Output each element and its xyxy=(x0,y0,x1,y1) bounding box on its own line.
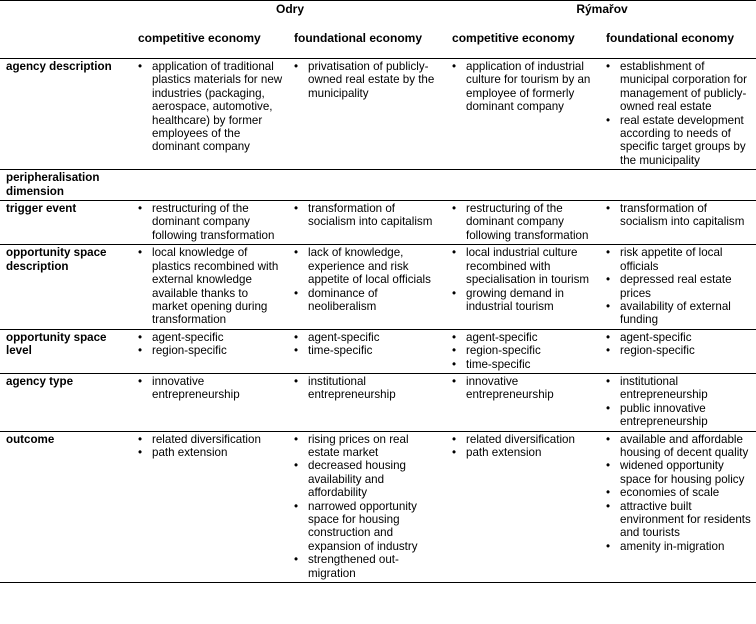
table-cell xyxy=(600,170,756,201)
row-label: opportunity space description xyxy=(0,245,132,329)
table-cell xyxy=(132,431,288,582)
bullet-list xyxy=(138,60,284,154)
table-cell xyxy=(600,431,756,582)
bullet-list xyxy=(606,375,752,429)
bullet-list xyxy=(452,60,596,114)
bullet-list xyxy=(452,433,596,460)
bullet-list xyxy=(294,375,442,402)
bullet-item: • innovative entrepreneurship xyxy=(152,375,284,402)
bullet-item: • transformation of socialism into capitalism xyxy=(308,202,442,229)
bullet-item: • related diversification xyxy=(152,433,284,446)
bullet-item: • path extension xyxy=(466,446,596,459)
table-cell xyxy=(446,59,600,170)
bullet-list xyxy=(452,375,596,402)
bullet-item: • local knowledge of plastics recombined with external knowledge available thanks to market opening during transformation xyxy=(152,246,284,326)
bullet-list xyxy=(606,202,752,229)
bullet-item: • risk appetite of local officials xyxy=(620,246,752,273)
bullet-item: • application of industrial culture for tourism by an employee of formerly dominant company xyxy=(466,60,596,114)
bullet-item: • amenity in-migration xyxy=(620,540,752,553)
bullet-item: • economies of scale xyxy=(620,486,752,499)
table-cell xyxy=(600,245,756,329)
bullet-list xyxy=(138,433,284,460)
table-cell xyxy=(446,201,600,245)
table-cell xyxy=(288,201,446,245)
bullet-item: • restructuring of the dominant company following transformation xyxy=(466,202,596,242)
table-cell xyxy=(288,170,446,201)
bullet-item: • lack of knowledge, experience and risk appetite of local officials xyxy=(308,246,442,286)
table-row xyxy=(0,431,756,582)
table-cell xyxy=(132,329,288,373)
bullet-list xyxy=(606,433,752,554)
bullet-item: • restructuring of the dominant company following transformation xyxy=(152,202,284,242)
bullet-item: • establishment of municipal corporation for management of publicly-owned real estate xyxy=(620,60,752,114)
bullet-list xyxy=(138,331,284,358)
bullet-item: • narrowed opportunity space for housing construction and expansion of industry xyxy=(308,500,442,554)
bullet-item: • transformation of socialism into capitalism xyxy=(620,202,752,229)
subheader-blank xyxy=(0,23,132,59)
table-row xyxy=(0,329,756,373)
bullet-list xyxy=(452,331,596,371)
bullet-item: • time-specific xyxy=(466,358,596,371)
row-label: trigger event xyxy=(0,201,132,245)
region-header-rymarov: Rýmařov xyxy=(446,1,756,24)
table-cell xyxy=(132,59,288,170)
bullet-list xyxy=(294,246,442,313)
bullet-list xyxy=(294,433,442,580)
bullet-item: • rising prices on real estate market xyxy=(308,433,442,460)
bullet-list xyxy=(138,375,284,402)
bullet-item: • agent-specific xyxy=(466,331,596,344)
table-cell xyxy=(132,373,288,431)
table-cell xyxy=(288,431,446,582)
table-cell xyxy=(600,201,756,245)
table-cell xyxy=(132,245,288,329)
bullet-item: • region-specific xyxy=(620,344,752,357)
table-row xyxy=(0,170,756,201)
bullet-item: • privatisation of publicly-owned real estate by the municipality xyxy=(308,60,442,100)
table-cell xyxy=(600,59,756,170)
bullet-item: • decreased housing availability and affordability xyxy=(308,459,442,499)
bullet-list xyxy=(606,246,752,326)
bullet-item: • path extension xyxy=(152,446,284,459)
row-label: outcome xyxy=(0,431,132,582)
bullet-list xyxy=(294,202,442,229)
bullet-list xyxy=(294,331,442,358)
table-cell xyxy=(446,170,600,201)
bullet-list xyxy=(606,331,752,358)
region-header-odry: Odry xyxy=(132,1,446,24)
bullet-item: • availability of external funding xyxy=(620,300,752,327)
bullet-item: • agent-specific xyxy=(620,331,752,344)
table-cell xyxy=(446,245,600,329)
table-cell xyxy=(288,245,446,329)
table-cell xyxy=(288,329,446,373)
table-cell xyxy=(446,329,600,373)
header-blank xyxy=(0,1,132,24)
bullet-item: • attractive built environment for residents and tourists xyxy=(620,500,752,540)
table-cell xyxy=(288,373,446,431)
bullet-item: • region-specific xyxy=(152,344,284,357)
table-row xyxy=(0,373,756,431)
bullet-list xyxy=(606,60,752,167)
table-cell xyxy=(132,201,288,245)
bullet-list xyxy=(138,246,284,326)
bullet-item: • agent-specific xyxy=(308,331,442,344)
bullet-list xyxy=(294,60,442,100)
table-cell xyxy=(600,373,756,431)
row-label: peripheralisation dimension xyxy=(0,170,132,201)
row-label: agency type xyxy=(0,373,132,431)
bullet-item: • time-specific xyxy=(308,344,442,357)
bullet-item: • growing demand in industrial tourism xyxy=(466,287,596,314)
table-cell xyxy=(600,329,756,373)
bullet-list xyxy=(138,202,284,242)
bullet-item: • institutional entrepreneurship xyxy=(308,375,442,402)
bullet-list xyxy=(452,202,596,242)
bullet-item: • strengthened out-migration xyxy=(308,553,442,580)
bullet-item: • widened opportunity space for housing policy xyxy=(620,459,752,486)
economy-header: competitive economy xyxy=(452,31,575,45)
row-label: agency description xyxy=(0,59,132,170)
table-cell xyxy=(446,373,600,431)
bullet-list xyxy=(452,246,596,313)
table-cell xyxy=(132,170,288,201)
bullet-item: • innovative entrepreneurship xyxy=(466,375,596,402)
bullet-item: • related diversification xyxy=(466,433,596,446)
table-row xyxy=(0,245,756,329)
table-cell xyxy=(288,59,446,170)
bullet-item: • public innovative entrepreneurship xyxy=(620,402,752,429)
bullet-item: • available and affordable housing of decent quality xyxy=(620,433,752,460)
table-body xyxy=(0,59,756,583)
table-row xyxy=(0,201,756,245)
bullet-item: • depressed real estate prices xyxy=(620,273,752,300)
row-label: opportunity space level xyxy=(0,329,132,373)
bullet-item: • local industrial culture recombined with specialisation in tourism xyxy=(466,246,596,286)
bullet-item: • real estate development according to needs of specific target groups by the municipality xyxy=(620,114,752,168)
bullet-item: • application of traditional plastics materials for new industries (packaging, aerospace, automotive, healthcare) by former employees of the dominant company xyxy=(152,60,284,154)
bullet-item: • institutional entrepreneurship xyxy=(620,375,752,402)
economy-header: foundational economy xyxy=(294,31,423,45)
table-cell xyxy=(446,431,600,582)
bullet-item: • dominance of neoliberalism xyxy=(308,287,442,314)
economy-header: competitive economy xyxy=(138,31,261,45)
table-row xyxy=(0,59,756,170)
economy-header: foundational economy xyxy=(606,31,735,45)
bullet-item: • agent-specific xyxy=(152,331,284,344)
bullet-item: • region-specific xyxy=(466,344,596,357)
